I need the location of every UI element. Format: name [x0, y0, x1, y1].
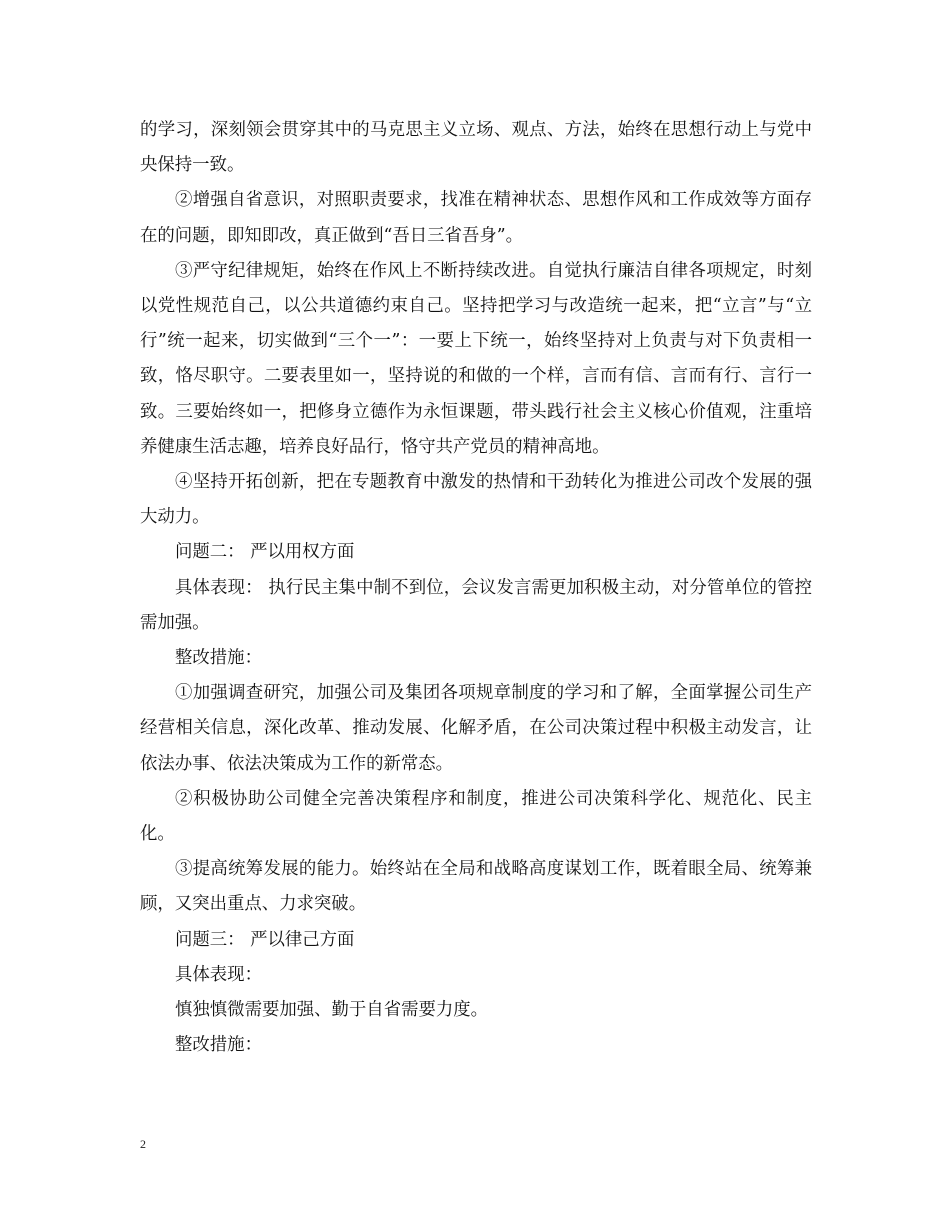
paragraph-10: ③提高统筹发展的能力。始终站在全局和战略高度谋划工作，既着眼全局、统筹兼顾，又突出重点、力求突破。: [140, 859, 812, 915]
page-number: 2: [140, 1137, 146, 1151]
heading-measures-3: 整改措施：: [175, 1035, 262, 1056]
paragraph-2: ②增强自省意识，对照职责要求，找准在精神状态、思想作风和工作成效等方面存在的问题，即知即改，真正做到“吾日三省吾身”。: [140, 190, 812, 246]
heading-measures-2: 整改措施：: [175, 648, 262, 669]
paragraph-8: ①加强调查研究，加强公司及集团各项规章制度的学习和了解，全面掌握公司生产经营相关信息，深化改革、推动发展、化解矛盾，在公司决策过程中积极主动发言，让依法办事、依法决策成为工作的新常态。: [140, 683, 812, 774]
heading-issue-3: 问题三： 严以律己方面: [175, 929, 355, 950]
paragraph-6: 具体表现： 执行民主集中制不到位，会议发言需更加积极主动，对分管单位的管控需加强。: [140, 577, 812, 633]
heading-manifestation-3: 具体表现：: [175, 964, 262, 985]
body-text: [140, 113, 812, 1063]
heading-issue-2: 问题二： 严以用权方面: [175, 542, 355, 563]
paragraph-3: ③严守纪律规矩，始终在作风上不断持续改进。自觉执行廉洁自律各项规定，时刻以党性规范自己，以公共道德约束自己。坚持把学习与改造统一起来，把“立言”与“立行”统一起来，切实做到“三个一”：一要上下统一，始终坚持对上负责与对下负责相一致，恪尽职守。二要表里如一，坚持说的和做的一个样，言而有信、言而有行、言行一致。三要始终如一，把修身立德作为永恒课题，带头践行社会主义核心价值观，注重培养健康生活志趣，培养良好品行，恪守共产党员的精神高地。: [140, 260, 812, 457]
paragraph-9: ②积极协助公司健全完善决策程序和制度，推进公司决策科学化、规范化、民主化。: [140, 788, 812, 845]
paragraph-4: ④坚持开拓创新，把在专题教育中激发的热情和干劲转化为推进公司改个发展的强大动力。: [140, 472, 812, 528]
paragraph-13: 慎独慎微需要加强、勤于自省需要力度。: [175, 1000, 489, 1021]
paragraph-1: 的学习，深刻领会贯穿其中的马克思主义立场、观点、方法，始终在思想行动上与党中央保持一致。: [140, 120, 812, 176]
